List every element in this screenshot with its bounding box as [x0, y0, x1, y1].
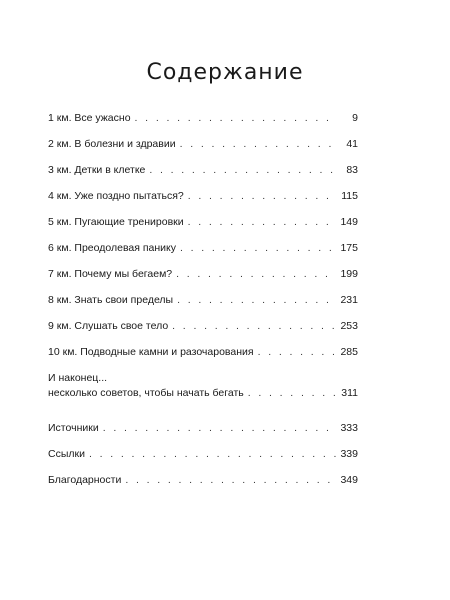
toc-entry-sources[interactable]	[48, 415, 358, 441]
toc-entry-label: Источники	[48, 422, 99, 434]
dot-leader	[135, 105, 336, 131]
toc-entry-page: 333	[340, 422, 358, 434]
toc-entry-label: 6 км. Преодолевая панику	[48, 242, 176, 254]
toc-entry-page: 231	[340, 294, 358, 306]
toc-entry-page: 115	[341, 190, 358, 202]
dot-leader	[248, 386, 336, 401]
toc-entry-3[interactable]	[48, 157, 358, 183]
dot-leader	[188, 183, 336, 209]
toc-entry-page: 285	[340, 346, 358, 358]
toc-entry-label-line2: несколько советов, чтобы начать бегать	[48, 387, 244, 399]
toc-entry-finale[interactable]	[48, 365, 358, 401]
toc-entry-page: 9	[352, 112, 358, 124]
toc-entry-label: 10 км. Подводные камни и разочарования	[48, 346, 254, 358]
dot-leader	[177, 287, 336, 313]
toc-entry-page: 175	[340, 242, 358, 254]
toc-entry-9[interactable]	[48, 313, 358, 339]
toc-entry-page: 83	[346, 164, 358, 176]
page-title: Содержание	[146, 60, 304, 85]
toc-entry-page: 149	[340, 216, 358, 228]
dot-leader	[89, 441, 336, 467]
dot-leader	[125, 467, 336, 493]
toc-entry-label: 7 км. Почему мы бегаем?	[48, 268, 173, 280]
dot-leader	[180, 131, 336, 157]
toc-entry-7[interactable]	[48, 261, 358, 287]
toc-entry-label: 1 км. Все ужасно	[48, 112, 131, 124]
dot-leader	[103, 415, 336, 441]
toc-entry-5[interactable]	[48, 209, 358, 235]
toc-entry-page: 253	[340, 320, 358, 332]
toc-entry-label: 5 км. Пугающие тренировки	[48, 216, 184, 228]
dot-leader	[176, 261, 336, 287]
toc-entry-label: Ссылки	[48, 448, 85, 460]
toc-entry-1[interactable]	[48, 105, 358, 131]
toc-entry-4[interactable]	[48, 183, 358, 209]
toc-entry-page: 349	[340, 474, 358, 486]
table-of-contents	[48, 105, 358, 493]
dot-leader	[149, 157, 336, 183]
toc-entry-label-line1: И наконец...	[48, 372, 108, 384]
dot-leader	[188, 209, 336, 235]
dot-leader	[258, 339, 336, 365]
toc-entry-label: 8 км. Знать свои пределы	[48, 294, 174, 306]
toc-entry-10[interactable]	[48, 339, 358, 365]
toc-entry-page: 311	[341, 387, 358, 399]
toc-entry-6[interactable]	[48, 235, 358, 261]
toc-entry-acknowledgements[interactable]	[48, 467, 358, 493]
dot-leader	[172, 313, 336, 339]
toc-entry-label: Благодарности	[48, 474, 122, 486]
toc-entry-2[interactable]	[48, 131, 358, 157]
toc-entry-label: 3 км. Детки в клетке	[48, 164, 146, 176]
toc-entry-page: 41	[346, 138, 358, 150]
toc-entry-8[interactable]	[48, 287, 358, 313]
toc-entry-label: 2 км. В болезни и здравии	[48, 138, 176, 150]
toc-entry-label: 4 км. Уже поздно пытаться?	[48, 190, 184, 202]
toc-entry-label: 9 км. Слушать свое тело	[48, 320, 169, 332]
dot-leader	[180, 235, 336, 261]
toc-entry-page: 339	[340, 448, 358, 460]
toc-entry-links[interactable]	[48, 441, 358, 467]
toc-entry-page: 199	[340, 268, 358, 280]
section-spacer	[48, 401, 358, 415]
